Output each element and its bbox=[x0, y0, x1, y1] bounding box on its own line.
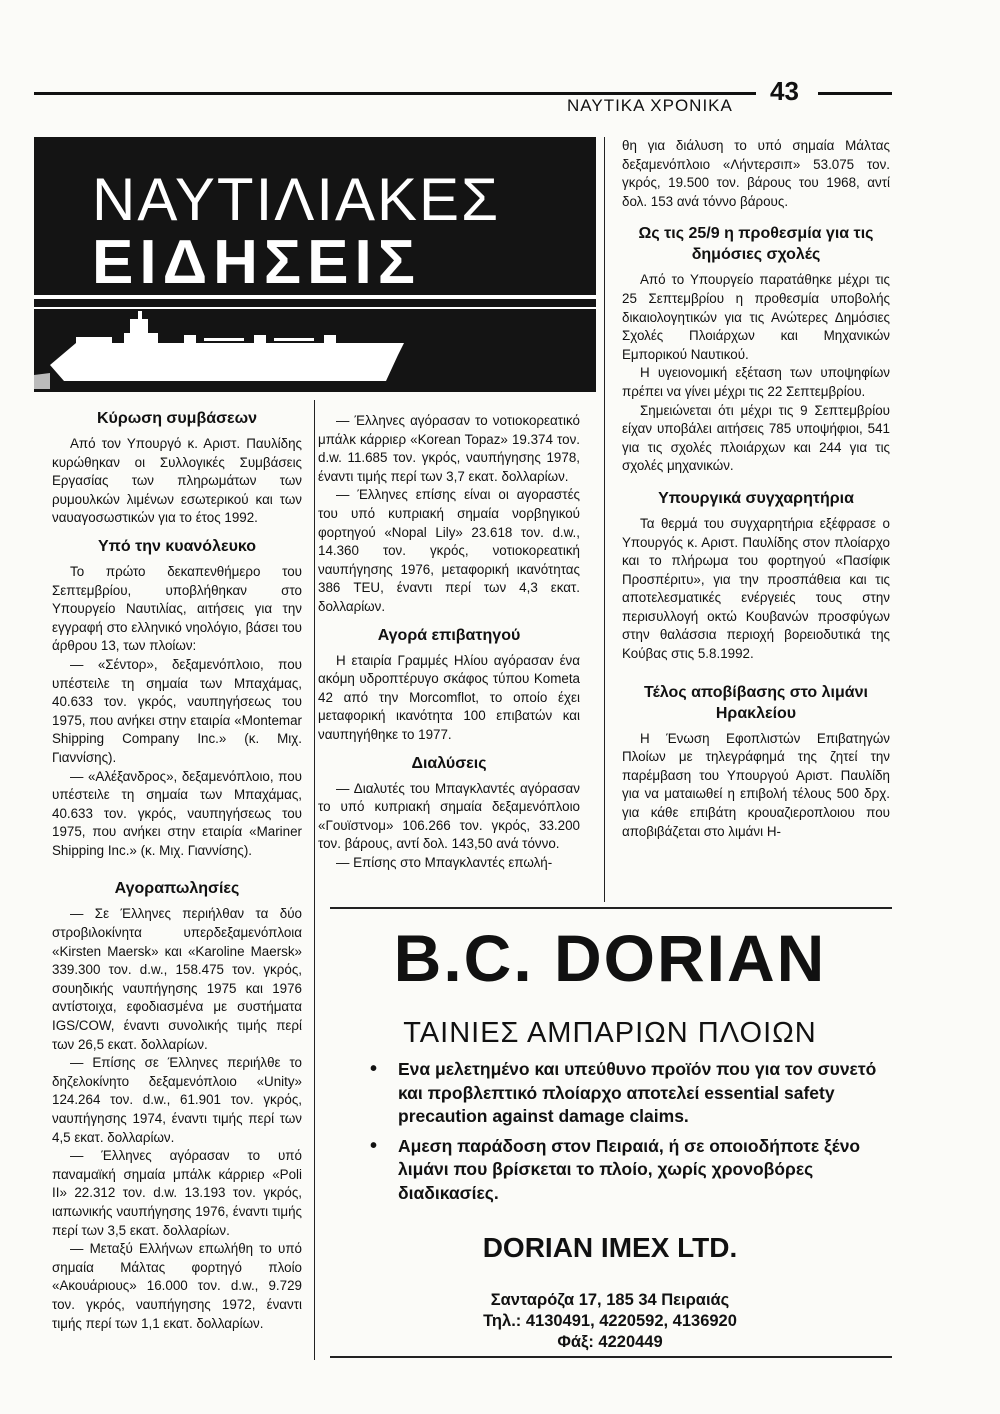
paragraph: — Σε Έλληνες περιήλθαν τα δύο στροβιλοκίνητα υπερδεξαμενόπλοια «Kirsten Maersk» και «Karoline Maersk» 339.300 τον. d.w., 158.475 τον. γκρός, σουηδικής ναυπήγησης 1975 και 1976 αντίστοιχα, εφοδιασμένα με συστήματα IGS/COW, έναντι συνολικής τιμής περί των 26,5 εκατ. δολλαρίων. bbox=[52, 906, 302, 1052]
paragraph: — Έλληνες επίσης είναι οι αγοραστές του υπό κυπριακή σημαία νορβηγικού φορτηγού «Nopal Lily» 23.618 τον. d.w., 14.360 τον. γκρός, νοτιοκορεατική ναυπήγησης 1976, μεταφορική ικανότητας 386 TEU, έναντι περί των 4,3 εκατ. δολλαρίων. bbox=[318, 487, 580, 614]
section-heading: Υπουργικά συγχαρητήρια bbox=[658, 489, 854, 507]
section-heading: Διαλύσεις bbox=[411, 754, 487, 772]
paragraph: Η εταιρία Γραμμές Ηλίου αγόρασαν ένα ακόμη υδροπτέρυγο σκάφος τύπου Kometa 42 από την Morcomflot, το οποίο έχει μεταφορική ικανότητα 100 επιβατών και ναυπηγήθηκε το 1977. bbox=[318, 652, 580, 742]
column-divider bbox=[314, 400, 315, 1360]
section-heading: Τέλος αποβίβασης στο λιμάνι Ηρακλείου bbox=[644, 683, 868, 722]
paragraph: — Επίσης σε Έλληνες περιήλθε το δηζελοκίνητο δεξαμενόπλοιο «Unity» 124.264 τον. d.w., 61.901 τον. γκρός, ναυπήγησης 1974, έναντι τιμής περί των 4,5 εκατ. δολλαρίων. bbox=[52, 1055, 302, 1145]
ad-bullet-text: Ενα μελετημένο και υπεύθυνο προϊόν που για τον συνετό και προβλεπτικό πλοίαρχο αποτελεί essential safety precaution against damage claims. bbox=[398, 1059, 877, 1126]
magazine-title: ΝΑΥΤΙΚΑ ΧΡΟΝΙΚΑ bbox=[567, 96, 733, 115]
section-heading: Κύρωση συμβάσεων bbox=[96, 410, 258, 427]
banner-title-line1: ΝΑΥΤΙΛΙΑΚΕΣ bbox=[92, 166, 501, 233]
column-3 bbox=[622, 137, 890, 841]
ad-phones: Τηλ.: 4130491, 4220592, 4136920 bbox=[483, 1312, 737, 1330]
bullet-icon: • bbox=[370, 1134, 378, 1157]
ad-address: Σανταρόζα 17, 185 34 Πειραιάς bbox=[490, 1291, 730, 1309]
page-number: 43 bbox=[770, 76, 799, 106]
section-heading: Ως τις 25/9 η προθεσμία για τις δημόσιες σχολές bbox=[638, 225, 874, 264]
section-heading: Αγοραπωλησίες bbox=[114, 880, 240, 898]
paragraph: θη για διάλυση το υπό σημαία Μάλτας δεξαμενόπλοιο «Λήντερσιπ» 53.075 τον. γκρός, 19.500 τον. βάρους του 1968, αντί δολ. 153 ανά τόννο βάρους. bbox=[622, 138, 890, 209]
column-divider bbox=[604, 137, 605, 902]
bullet-icon: • bbox=[370, 1058, 378, 1080]
ad-bottom-rule bbox=[330, 1356, 892, 1358]
paragraph: Τα θερμά του συγχαρητήρια εξέφρασε ο Υπουργός κ. Αριστ. Παυλίδης στον πλοίαρχο και το πλήρωμα του φορτηγού «Πασίφικ Προσπέριτυ», για την προσπάθεια και τις αποτελεσματικές ενέργειές τους στην περισυλλογή οκτώ Κουβανών προσφύγων στην θαλάσσια περιοχή βορειοδυτικά της Κούβας στις 5.8.1992. bbox=[622, 515, 890, 662]
ad-bullet-item bbox=[370, 1058, 890, 1129]
paragraph: — Διαλυτές του Μπαγκλαντές αγόρασαν το υπό κυπριακή σημαία δεξαμενόπλοιο «Γουϊστνομ» 106.266 τον. γκρός, 33.200 τον. βάρους, αντί δολ. 143,50 ανά τόννο. bbox=[318, 780, 580, 852]
ad-company-name: DORIAN IMEX LTD. bbox=[482, 1232, 738, 1263]
ad-title: B.C. DORIAN bbox=[393, 921, 827, 995]
header-rule-right bbox=[818, 92, 892, 95]
paragraph: Το πρώτο δεκαπενθήμερο του Σεπτεμβρίου, υποβλήθηκαν στο Υπουργείο Ναυτιλίας, αιτήσεις για την εγγραφή στο ελληνικό νηολόγιο, βάσει του άρθρου 13, των πλοίων: bbox=[52, 563, 302, 654]
ad-subtitle: ΤΑΙΝΙΕΣ ΑΜΠΑΡΙΩΝ ΠΛΟΙΩΝ bbox=[403, 1017, 817, 1049]
paragraph: — Μεταξύ Ελλήνων επωλήθη το υπό σημαία Μάλτας φορτηγό πλοίο «Ακουάριους» 16.000 τον. d.w., 9.729 τον. γκρός, ναυπήγησης 1972, έναντι τιμής περί των 1,1 εκατ. δολλαρίων. bbox=[52, 1241, 302, 1331]
header-rule-left bbox=[34, 92, 756, 95]
ad-contact bbox=[330, 1290, 890, 1353]
section-heading: Αγορά επιβατηγού bbox=[377, 626, 521, 644]
section-banner bbox=[34, 137, 596, 392]
paragraph: Η Ένωση Εφοπλιστών Επιβατηγών Πλοίων με τηλεγράφημά της ζητεί την παρέμβαση του Υπουργού Αριστ. Παυλίδη για να ματαιωθεί η επιβολή τέλους 500 δρχ. για κάθε επιβάτη κρουαζιεροπλοιου που αποβιβάζεται στο λιμάνι Η- bbox=[622, 730, 890, 839]
ad-top-rule bbox=[330, 907, 892, 909]
column-1 bbox=[52, 400, 302, 1333]
paragraph: — «Σέντορ», δεξαμενόπλοιο, που υπέστειλε τη σημαία των Μπαχάμας, 40.633 τον. γκρός, ναυπηγήσεως του 1975, που ανήκει στην εταιρία «Montemar Shipping Company Inc.» (κ. Μιχ. Γιαννίσης). bbox=[52, 656, 302, 765]
paragraph: Από το Υπουργείο παρατάθηκε μέχρι τις 25 Σεπτεμβρίου η προθεσμία υποβολής δικαιολογητικών για τις Ανώτερες Δημόσιες Σχολές Πλοιάρχων και Μηχανικών Εμπορικού Ναυτικού. bbox=[622, 272, 890, 362]
ad-bullet-item bbox=[370, 1135, 890, 1206]
section-heading: Υπό την κυανόλευκο bbox=[97, 537, 257, 555]
column-2 bbox=[318, 412, 580, 872]
paragraph: — «Αλέξανδρος», δεξαμενόπλοιο, που υπέστειλε τη σημαία των Μπαχάμας, 40.633 τον. γκρός, ναυπηγήσεως του 1975, που ανήκει στην εταιρία «Mariner Shipping Inc.» (κ. Μιχ. Γιαννίσης). bbox=[52, 768, 302, 858]
paragraph: Η υγειονομική εξέταση των υποψηφίων πρέπει να γίνει μέχρι τις 22 Σεπτεμβρίου. bbox=[622, 365, 890, 399]
ad-bullet-text: Αμεση παράδοση στον Πειραιά, ή σε οποιοδήποτε ξένο λιμάνι που βρίσκεται το πλοίο, χωρίς χρονοβόρες διαδικασίες. bbox=[398, 1135, 861, 1203]
paragraph: — Επίσης στο Μπαγκλαντές επωλή- bbox=[336, 854, 553, 870]
ad-bullet-list bbox=[370, 1058, 890, 1211]
paragraph: Σημειώνεται ότι μέχρι τις 9 Σεπτεμβρίου είχαν υποβάλει αιτήσεις 785 υποψήφιοι, 541 για τις σχολές πλοιάρχων και 244 για τις σχολές μηχανικών. bbox=[622, 402, 890, 474]
ad-fax: Φάξ: 4220449 bbox=[557, 1333, 663, 1351]
paragraph: — Έλληνες αγόρασαν το νοτιοκορεατικό μπάλκ κάρριερ «Korean Topaz» 19.374 τον. d.w. 11.685 τον. γκρός, ναυπήγησης 1978, έναντι τιμής περί των 3,7 εκατ. δολλαρίων. bbox=[318, 413, 580, 484]
paragraph: Από τον Υπουργό κ. Αριστ. Παυλίδης κυρώθηκαν οι Συλλογικές Συμβάσεις Εργασίας των πληρωμάτων των ρυμουλκών λιμένων εσωτερικού και των ναυαγοσωστικών για το έτος 1992. bbox=[52, 436, 302, 526]
paragraph: — Έλληνες αγόρασαν το υπό παναμαϊκή σημαία μπάλκ κάρριερ «Poli II» 22.312 τον. d.w. 13.193 τον. γκρός, ιαπωνικής ναυπήγησης 1976, έναντι τιμής περί των 3,5 εκατ. δολλαρίων. bbox=[52, 1148, 302, 1238]
banner-title-line2: ΕΙΔΗΣΕΙΣ bbox=[92, 228, 421, 297]
